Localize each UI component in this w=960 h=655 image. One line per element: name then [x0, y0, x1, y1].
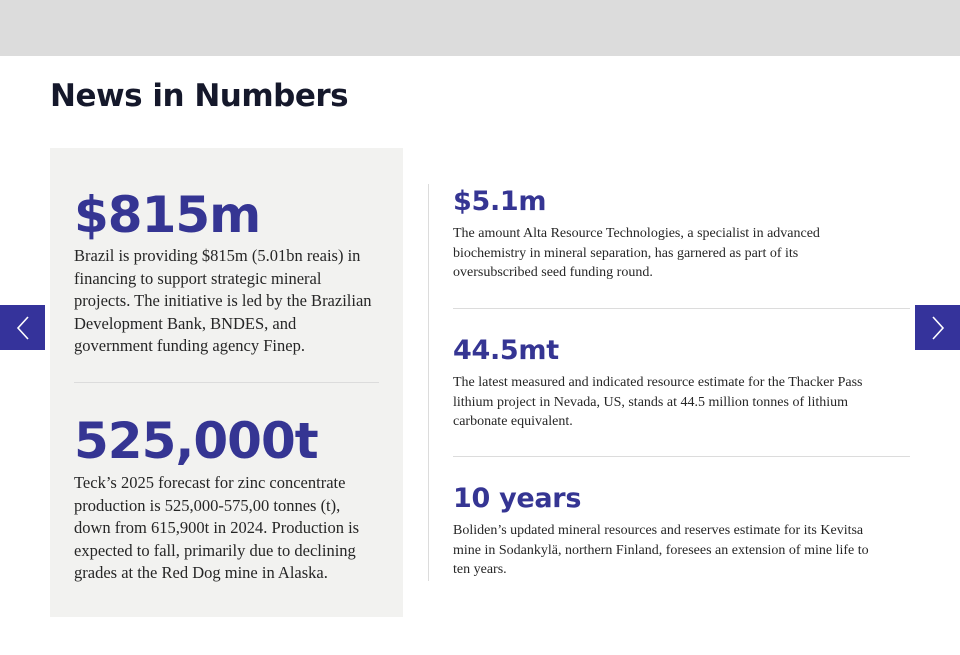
column-divider	[428, 184, 429, 581]
stat-description: Boliden’s updated mineral resources and reserves estimate for its Kevitsa mine in Sodankylä, northern Finland, foresees an extension of mine life to ten years.	[453, 523, 869, 577]
stat-description: The amount Alta Resource Technologies, a specialist in advanced biochemistry in mineral separation, has garnered as part of its oversubscribed seed funding round.	[453, 226, 820, 280]
stat-value: $5.1m	[453, 186, 547, 217]
featured-stat-description: Brazil is providing $815m (5.01bn reais) in financing to support strategic mineral projects. The initiative is led by the Brazilian Development Bank, BNDES, and government funding agency Finep.	[74, 246, 372, 356]
top-bar	[0, 0, 960, 56]
stat-divider	[453, 308, 910, 309]
featured-stat-value: $815m	[74, 186, 261, 244]
featured-panel	[50, 148, 403, 617]
featured-divider	[74, 382, 379, 383]
stat-value: 10 years	[453, 483, 582, 514]
next-button[interactable]	[915, 305, 960, 350]
previous-button[interactable]	[0, 305, 45, 350]
page-title: News in Numbers	[50, 78, 349, 114]
chevron-right-icon	[929, 315, 947, 341]
stat-description: The latest measured and indicated resource estimate for the Thacker Pass lithium project in Nevada, US, stands at 44.5 million tonnes of lithium carbonate equivalent.	[453, 375, 863, 429]
featured-stat-value: 525,000t	[74, 412, 318, 470]
featured-stat-description: Teck’s 2025 forecast for zinc concentrate production is 525,000-575,00 tonnes (t), down from 615,900t in 2024. Production is expected to fall, primarily due to declining grades at the Red Dog mine in Alaska.	[74, 473, 360, 583]
stat-value: 44.5mt	[453, 335, 559, 366]
stat-divider	[453, 456, 910, 457]
chevron-left-icon	[14, 315, 32, 341]
